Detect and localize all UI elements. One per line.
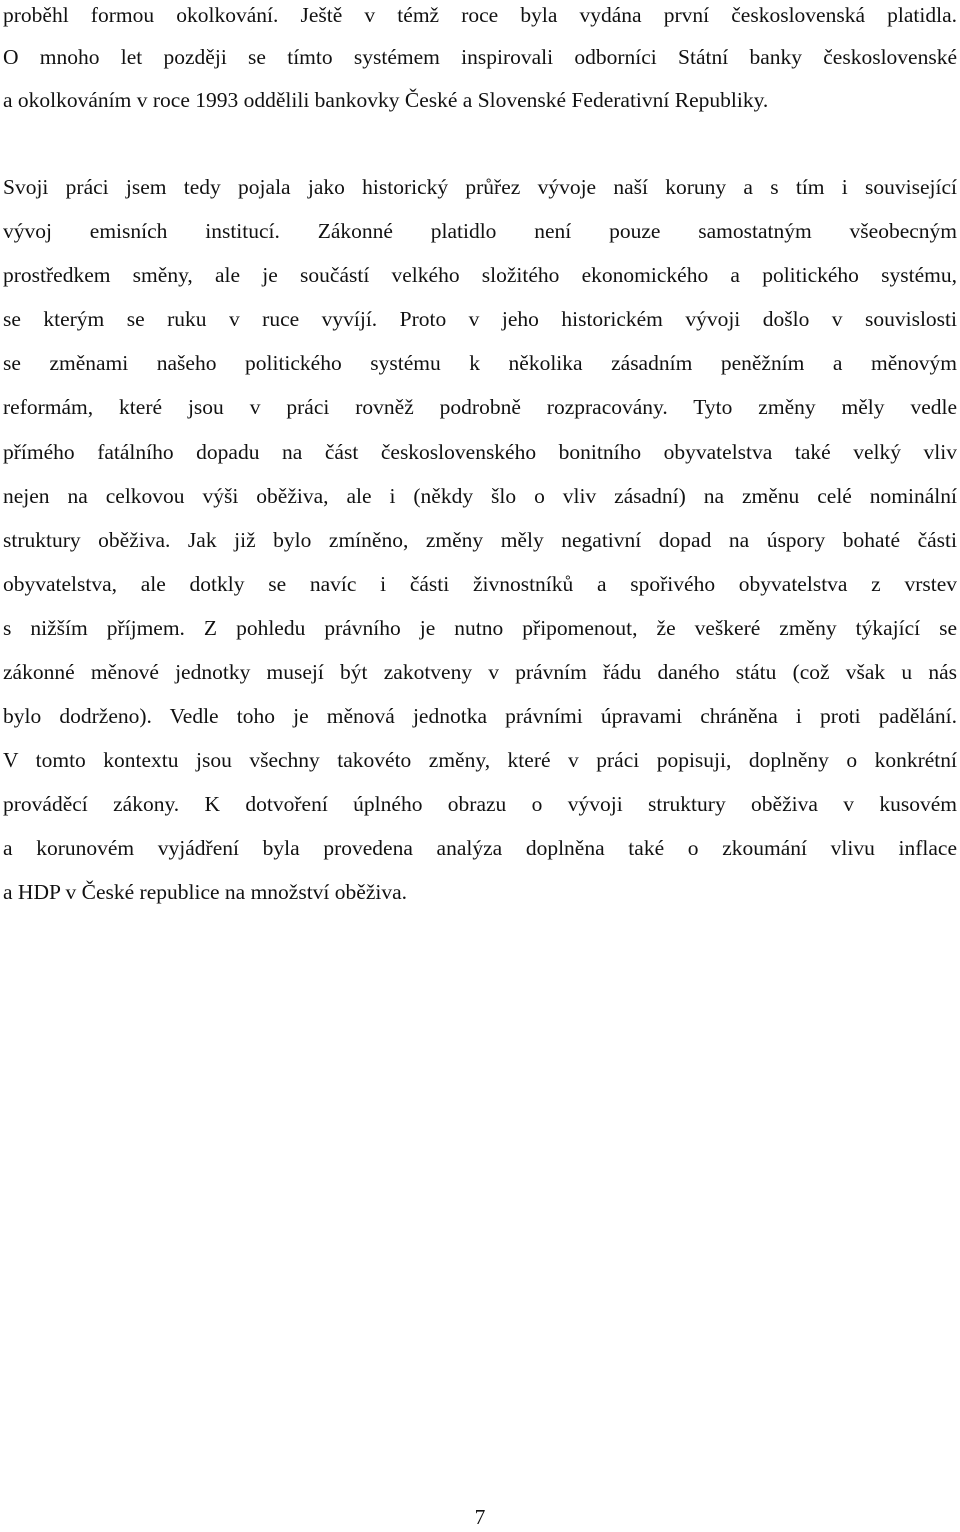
paragraph-1-line-2: O mnoho let později se tímto systémem inspirovali odborníci Státní banky československé: [3, 45, 957, 69]
paragraph-1-line-3: a okolkováním v roce 1993 oddělili bankovky České a Slovenské Federativní Republiky.: [3, 88, 769, 112]
paragraph-2-line-16: a korunovém vyjádření byla provedena analýza doplněna také o zkoumání vlivu inflace: [3, 836, 957, 860]
paragraph-2-line-11: s nižším příjmem. Z pohledu právního je nutno připomenout, že veškeré změny týkající se: [3, 616, 957, 640]
page-number: 7: [474, 1505, 486, 1529]
paragraph-2-line-15: prováděcí zákony. K dotvoření úplného obrazu o vývoji struktury oběživa v kusovém: [3, 792, 957, 816]
paragraph-2-line-8: nejen na celkovou výši oběživa, ale i (někdy šlo o vliv zásadní) na změnu celé nominální: [3, 484, 957, 508]
paragraph-1-line-1: proběhl formou okolkování. Ještě v témž roce byla vydána první československá platidla.: [3, 3, 957, 27]
paragraph-2-line-9: struktury oběživa. Jak již bylo zmíněno, změny měly negativní dopad na úspory bohaté části: [3, 528, 957, 552]
paragraph-2-line-17: a HDP v České republice na množství oběživa.: [3, 880, 408, 904]
paragraph-2-line-13: bylo dodrženo). Vedle toho je měnová jednotka právními úpravami chráněna i proti padělání.: [3, 704, 957, 728]
paragraph-2-line-6: reformám, které jsou v práci rovněž podrobně rozpracovány. Tyto změny měly vedle: [3, 395, 957, 419]
paragraph-2-line-3: prostředkem směny, ale je součástí velkého složitého ekonomického a politického systému,: [3, 263, 957, 287]
paragraph-2-line-10: obyvatelstva, ale dotkly se navíc i části živnostníků a spořivého obyvatelstva z vrstev: [3, 572, 957, 596]
paragraph-2-line-12: zákonné měnové jednotky musejí být zakotveny v právním řádu daného státu (což však u nás: [3, 660, 957, 684]
paragraph-2-line-2: vývoj emisních institucí. Zákonné platidlo není pouze samostatným všeobecným: [3, 219, 957, 243]
paragraph-2-line-7: přímého fatálního dopadu na část československého bonitního obyvatelstva také velký vliv: [3, 440, 957, 464]
paragraph-2-line-5: se změnami našeho politického systému k několika zásadním peněžním a měnovým: [3, 351, 957, 375]
paragraph-2-line-4: se kterým se ruku v ruce vyvíjí. Proto v jeho historickém vývoji došlo v souvislosti: [3, 307, 957, 331]
paragraph-2-line-1: Svoji práci jsem tedy pojala jako historický průřez vývoje naší koruny a s tím i související: [3, 175, 957, 199]
paragraph-2-line-14: V tomto kontextu jsou všechny takovéto změny, které v práci popisuji, doplněny o konkrétní: [3, 748, 957, 772]
